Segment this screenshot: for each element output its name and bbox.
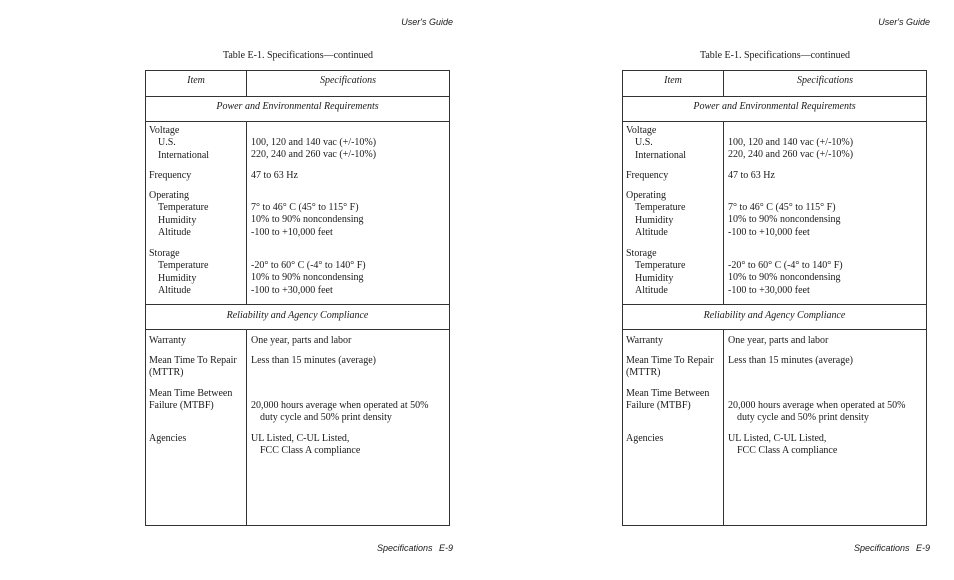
storage-label: Storage [626,248,657,259]
voltage-intl-label: International [635,149,687,161]
section-header-row [146,305,449,330]
agencies-label: Agencies [149,433,187,444]
operating-humidity-label: Humidity [158,214,197,226]
storage-altitude-label: Altitude [635,284,668,296]
document-page-left [143,0,453,580]
voltage-us-label: U.S. [635,137,653,149]
mttr-label-line2: (MTTR) [626,367,661,379]
voltage-us-value: 100, 120 and 140 vac (+/-10%) [728,137,854,148]
storage-spec-cell [251,260,366,297]
voltage-label: Voltage [626,125,657,136]
voltage-spec-cell [251,137,376,162]
mtbf-value-line2: duty cycle and 50% print density [260,412,392,424]
power-section-body [623,122,926,305]
storage-temperature-label: Temperature [635,260,686,272]
column-divider [723,329,724,526]
operating-spec-cell [728,202,841,239]
running-head: User's Guide [401,17,453,27]
mtbf-spec-cell [728,400,905,425]
operating-temperature-label: Temperature [635,202,686,214]
mtbf-value-line1: 20,000 hours average when operated at 50% [728,400,906,411]
mtbf-label-line1: Mean Time Between [149,388,233,399]
operating-humidity-label: Humidity [635,214,674,226]
operating-item-cell [149,190,208,239]
operating-altitude-label: Altitude [158,226,191,238]
column-header-item: Item [664,75,682,86]
agencies-value-line1: UL Listed, C-UL Listed, [251,433,350,444]
warranty-label: Warranty [626,335,663,346]
operating-spec-cell [251,202,364,239]
running-head: User's Guide [878,17,930,27]
storage-spec-cell [728,260,843,297]
section-title-reliability: Reliability and Agency Compliance [703,310,846,321]
table-caption: Table E-1. Specifications—continued [699,50,851,61]
frequency-value: 47 to 63 Hz [728,170,775,181]
page-number: E-9 [438,543,453,553]
operating-temperature-label: Temperature [158,202,209,214]
agencies-value-line2: FCC Class A compliance [260,445,361,457]
column-divider [246,329,247,526]
operating-label: Operating [149,190,189,201]
mttr-label-line2: (MTTR) [149,367,184,379]
operating-humidity-value: 10% to 90% noncondensing [251,214,364,226]
mttr-value: Less than 15 minutes (average) [251,355,376,366]
storage-humidity-label: Humidity [635,272,674,284]
mtbf-value-line1: 20,000 hours average when operated at 50% [251,400,429,411]
operating-temperature-value: 7° to 46° C (45° to 115° F) [728,202,836,213]
storage-temperature-label: Temperature [158,260,209,272]
voltage-intl-label: International [158,149,210,161]
storage-humidity-value: 10% to 90% noncondensing [728,272,841,284]
operating-altitude-label: Altitude [635,226,668,238]
mttr-item-cell [626,355,714,380]
voltage-intl-value: 220, 240 and 260 vac (+/-10%) [251,149,377,161]
storage-temperature-value: -20° to 60° C (-4° to 140° F) [251,260,366,271]
warranty-label: Warranty [149,335,186,346]
voltage-item-cell [149,125,209,162]
voltage-us-label: U.S. [158,137,176,149]
storage-altitude-value: -100 to +30,000 feet [728,284,810,296]
mtbf-label-line2: Failure (MTBF) [626,400,691,412]
frequency-label: Frequency [626,170,669,181]
warranty-value: One year, parts and labor [251,335,352,346]
agencies-value-line1: UL Listed, C-UL Listed, [728,433,827,444]
operating-altitude-value: -100 to +10,000 feet [251,226,333,238]
agencies-label: Agencies [626,433,664,444]
operating-label: Operating [626,190,666,201]
warranty-value: One year, parts and labor [728,335,829,346]
mtbf-item-cell [149,388,232,413]
storage-humidity-value: 10% to 90% noncondensing [251,272,364,284]
section-header-row [623,97,926,122]
power-section-body [146,122,449,305]
page-footer [377,543,453,553]
page-footer [854,543,930,553]
column-header-specifications: Specifications [796,75,854,86]
mttr-item-cell [149,355,237,380]
footer-section-name: Specifications [376,543,433,553]
operating-humidity-value: 10% to 90% noncondensing [728,214,841,226]
page-number: E-9 [915,543,930,553]
mtbf-label-line2: Failure (MTBF) [149,400,214,412]
column-header-item: Item [187,75,205,86]
agencies-spec-cell [251,433,360,458]
section-title-reliability: Reliability and Agency Compliance [226,310,369,321]
voltage-intl-value: 220, 240 and 260 vac (+/-10%) [728,149,854,161]
voltage-spec-cell [728,137,853,162]
storage-altitude-value: -100 to +30,000 feet [251,284,333,296]
storage-label: Storage [149,248,180,259]
section-header-row [623,305,926,330]
voltage-label: Voltage [149,125,180,136]
storage-item-cell [626,248,685,297]
header-row [623,71,926,97]
operating-altitude-value: -100 to +10,000 feet [728,226,810,238]
mtbf-spec-cell [251,400,428,425]
footer-section-name: Specifications [853,543,910,553]
operating-item-cell [626,190,685,239]
specifications-table [145,70,450,526]
voltage-item-cell [626,125,686,162]
frequency-label: Frequency [149,170,192,181]
mtbf-label-line1: Mean Time Between [626,388,710,399]
agencies-spec-cell [728,433,837,458]
table-caption: Table E-1. Specifications—continued [222,50,374,61]
document-page-right [620,0,930,580]
storage-altitude-label: Altitude [158,284,191,296]
section-header-row [146,97,449,122]
operating-temperature-value: 7° to 46° C (45° to 115° F) [251,202,359,213]
voltage-us-value: 100, 120 and 140 vac (+/-10%) [251,137,377,148]
mttr-label-line1: Mean Time To Repair [149,355,237,366]
section-title-power: Power and Environmental Requirements [693,101,856,112]
section-title-power: Power and Environmental Requirements [216,101,379,112]
header-row [146,71,449,97]
agencies-value-line2: FCC Class A compliance [737,445,838,457]
specifications-table [622,70,927,526]
mtbf-item-cell [626,388,709,413]
column-header-specifications: Specifications [319,75,377,86]
mttr-label-line1: Mean Time To Repair [626,355,714,366]
mtbf-value-line2: duty cycle and 50% print density [737,412,869,424]
frequency-value: 47 to 63 Hz [251,170,298,181]
storage-humidity-label: Humidity [158,272,197,284]
mttr-value: Less than 15 minutes (average) [728,355,853,366]
storage-temperature-value: -20° to 60° C (-4° to 140° F) [728,260,843,271]
storage-item-cell [149,248,208,297]
